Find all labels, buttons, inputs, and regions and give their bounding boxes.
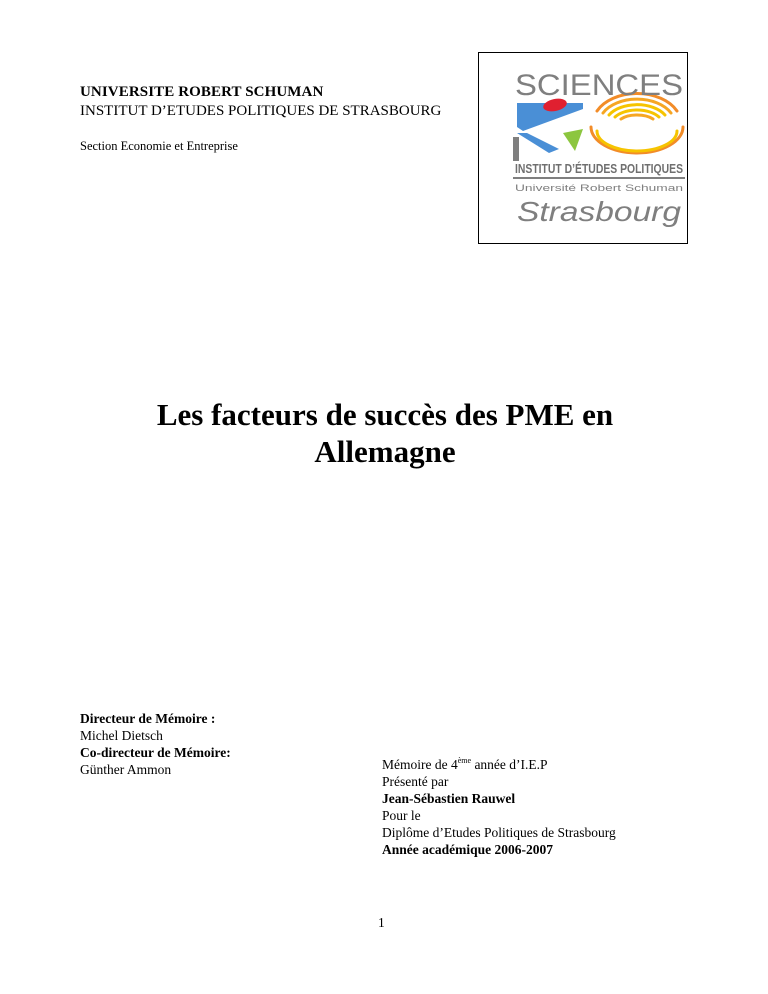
page-number: 1 bbox=[378, 915, 385, 930]
title-line-2: Allemagne bbox=[314, 434, 456, 469]
codirector-label: Co-directeur de Mémoire: bbox=[80, 745, 231, 760]
codirector-name: Günther Ammon bbox=[80, 762, 172, 777]
logo-text-sciences: SCIENCES bbox=[515, 69, 683, 102]
university-name: UNIVERSITE ROBERT SCHUMAN bbox=[80, 84, 324, 100]
author-name: Jean-Sébastien Rauwel bbox=[382, 791, 516, 806]
sciences-po-logo bbox=[478, 52, 718, 244]
director-name: Michel Dietsch bbox=[80, 728, 163, 743]
diploma-name: Diplôme d’Etudes Politiques de Strasbourg bbox=[382, 825, 616, 840]
directors-block bbox=[80, 710, 231, 778]
logo-text-strasbourg: Strasbourg bbox=[517, 196, 682, 227]
presented-by: Présenté par bbox=[382, 774, 449, 789]
memoire-prefix: Mémoire de 4 bbox=[382, 757, 458, 772]
logo-graphic bbox=[479, 53, 718, 245]
document-title bbox=[60, 396, 710, 470]
memoire-suffix: année d’I.E.P bbox=[471, 757, 548, 772]
title-line-1: Les facteurs de succès des PME en bbox=[156, 397, 614, 432]
memoire-ordinal-sup: ème bbox=[457, 756, 472, 765]
director-label: Directeur de Mémoire : bbox=[80, 711, 216, 726]
logo-text-universite: Université Robert Schuman bbox=[515, 183, 683, 193]
for-label: Pour le bbox=[382, 808, 421, 823]
academic-year: Année académique 2006-2007 bbox=[382, 842, 553, 857]
logo-text-institut: INSTITUT D’ÉTUDES POLITIQUES bbox=[515, 162, 718, 176]
memoire-block bbox=[382, 756, 616, 858]
memoire-year-line bbox=[382, 756, 616, 773]
section-name: Section Economie et Entreprise bbox=[80, 139, 238, 153]
institute-name: INSTITUT D’ETUDES POLITIQUES DE STRASBOURG bbox=[80, 103, 442, 119]
